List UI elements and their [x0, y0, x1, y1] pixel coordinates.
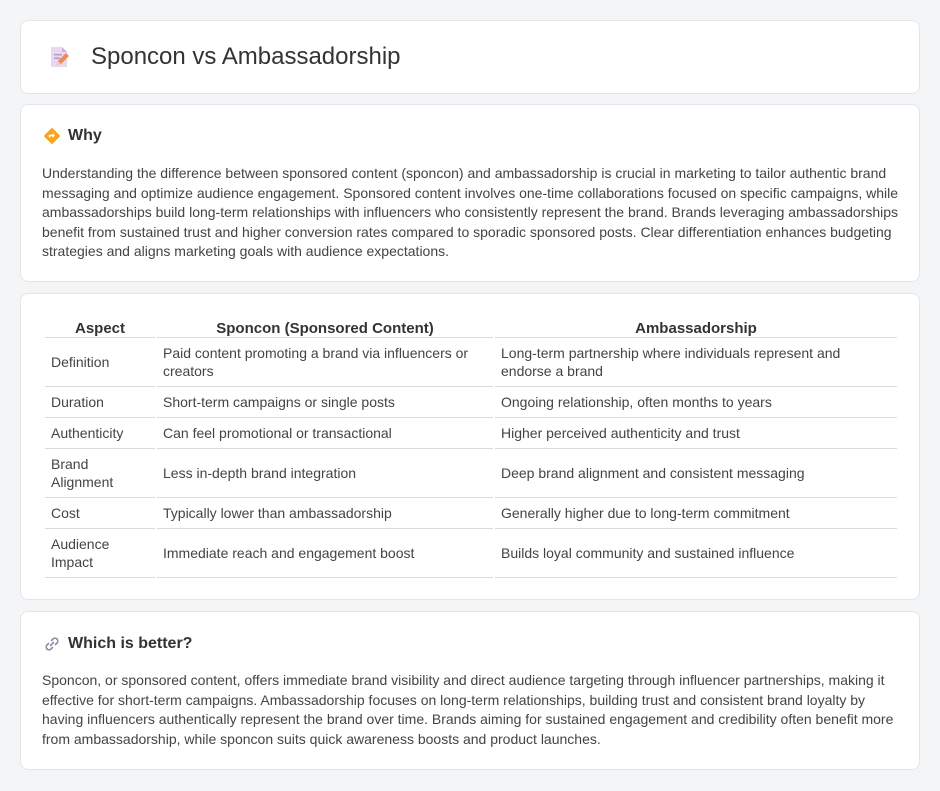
row-sponcon: Immediate reach and engagement boost: [157, 529, 493, 578]
table-row: [45, 449, 897, 498]
table-row: [45, 387, 897, 418]
header-ambassadorship: Ambassadorship: [495, 316, 897, 338]
link-icon: [43, 635, 61, 653]
row-sponcon: Can feel promotional or transactional: [157, 418, 493, 449]
row-aspect: Audience Impact: [45, 529, 155, 578]
table-row: [45, 498, 897, 529]
header-sponcon: Sponcon (Sponsored Content): [157, 316, 493, 338]
comparison-card: [20, 293, 920, 600]
row-sponcon: Paid content promoting a brand via influencers or creators: [157, 338, 493, 387]
row-aspect: Duration: [45, 387, 155, 418]
row-ambassadorship: Deep brand alignment and consistent messaging: [495, 449, 897, 498]
row-aspect: Authenticity: [45, 418, 155, 449]
table-row: [45, 529, 897, 578]
better-heading-row: [43, 635, 192, 653]
why-paragraph: Understanding the difference between sponsored content (sponcon) and ambassadorship is crucial in marketing to tailor authentic brand messaging and optimize audience engagement. Sponsored content involves one-time collaborations focused on specific campaigns, while ambassadorships build long-term relationships with influencers who consistently represent the brand. Brands leveraging ambassadorships benefit from sustained trust and higher conversion rates compared to sporadic sponsored posts. Clear differentiation enhances budgeting strategies and aligns marketing goals with audience expectations.: [42, 165, 899, 260]
comparison-table: [43, 316, 899, 578]
why-card: [20, 104, 920, 282]
why-heading: Why: [68, 127, 102, 144]
row-sponcon: Short-term campaigns or single posts: [157, 387, 493, 418]
row-ambassadorship: Builds loyal community and sustained influence: [495, 529, 897, 578]
table-row: [45, 418, 897, 449]
document-edit-icon: [47, 45, 71, 69]
row-ambassadorship: Higher perceived authenticity and trust: [495, 418, 897, 449]
row-aspect: Definition: [45, 338, 155, 387]
row-ambassadorship: Long-term partnership where individuals represent and endorse a brand: [495, 338, 897, 387]
header-aspect: Aspect: [45, 316, 155, 338]
which-better-card: [20, 611, 920, 770]
header-card: [20, 20, 920, 94]
table-row: [45, 338, 897, 387]
better-paragraph: Sponcon, or sponsored content, offers immediate brand visibility and direct audience targeting through influencer partnerships, making it effective for short-term campaigns. Ambassadorship focuses on long-term relationships, building trust and consistent brand loyalty by having influencers authentically represent the brand over time. Brands aiming for sustained engagement and credibility often benefit more from ambassadorship, while sponcon suits quick awareness boosts and product launches.: [42, 672, 894, 747]
better-heading: Which is better?: [68, 635, 193, 652]
diamond-sign-icon: [43, 127, 61, 145]
table-header-row: [45, 316, 897, 338]
row-ambassadorship: Generally higher due to long-term commitment: [495, 498, 897, 529]
page-title: Sponcon vs Ambassadorship: [91, 43, 401, 70]
row-aspect: Brand Alignment: [45, 449, 155, 498]
row-aspect: Cost: [45, 498, 155, 529]
row-sponcon: Less in-depth brand integration: [157, 449, 493, 498]
row-ambassadorship: Ongoing relationship, often months to years: [495, 387, 897, 418]
row-sponcon: Typically lower than ambassadorship: [157, 498, 493, 529]
why-heading-row: [43, 127, 102, 145]
